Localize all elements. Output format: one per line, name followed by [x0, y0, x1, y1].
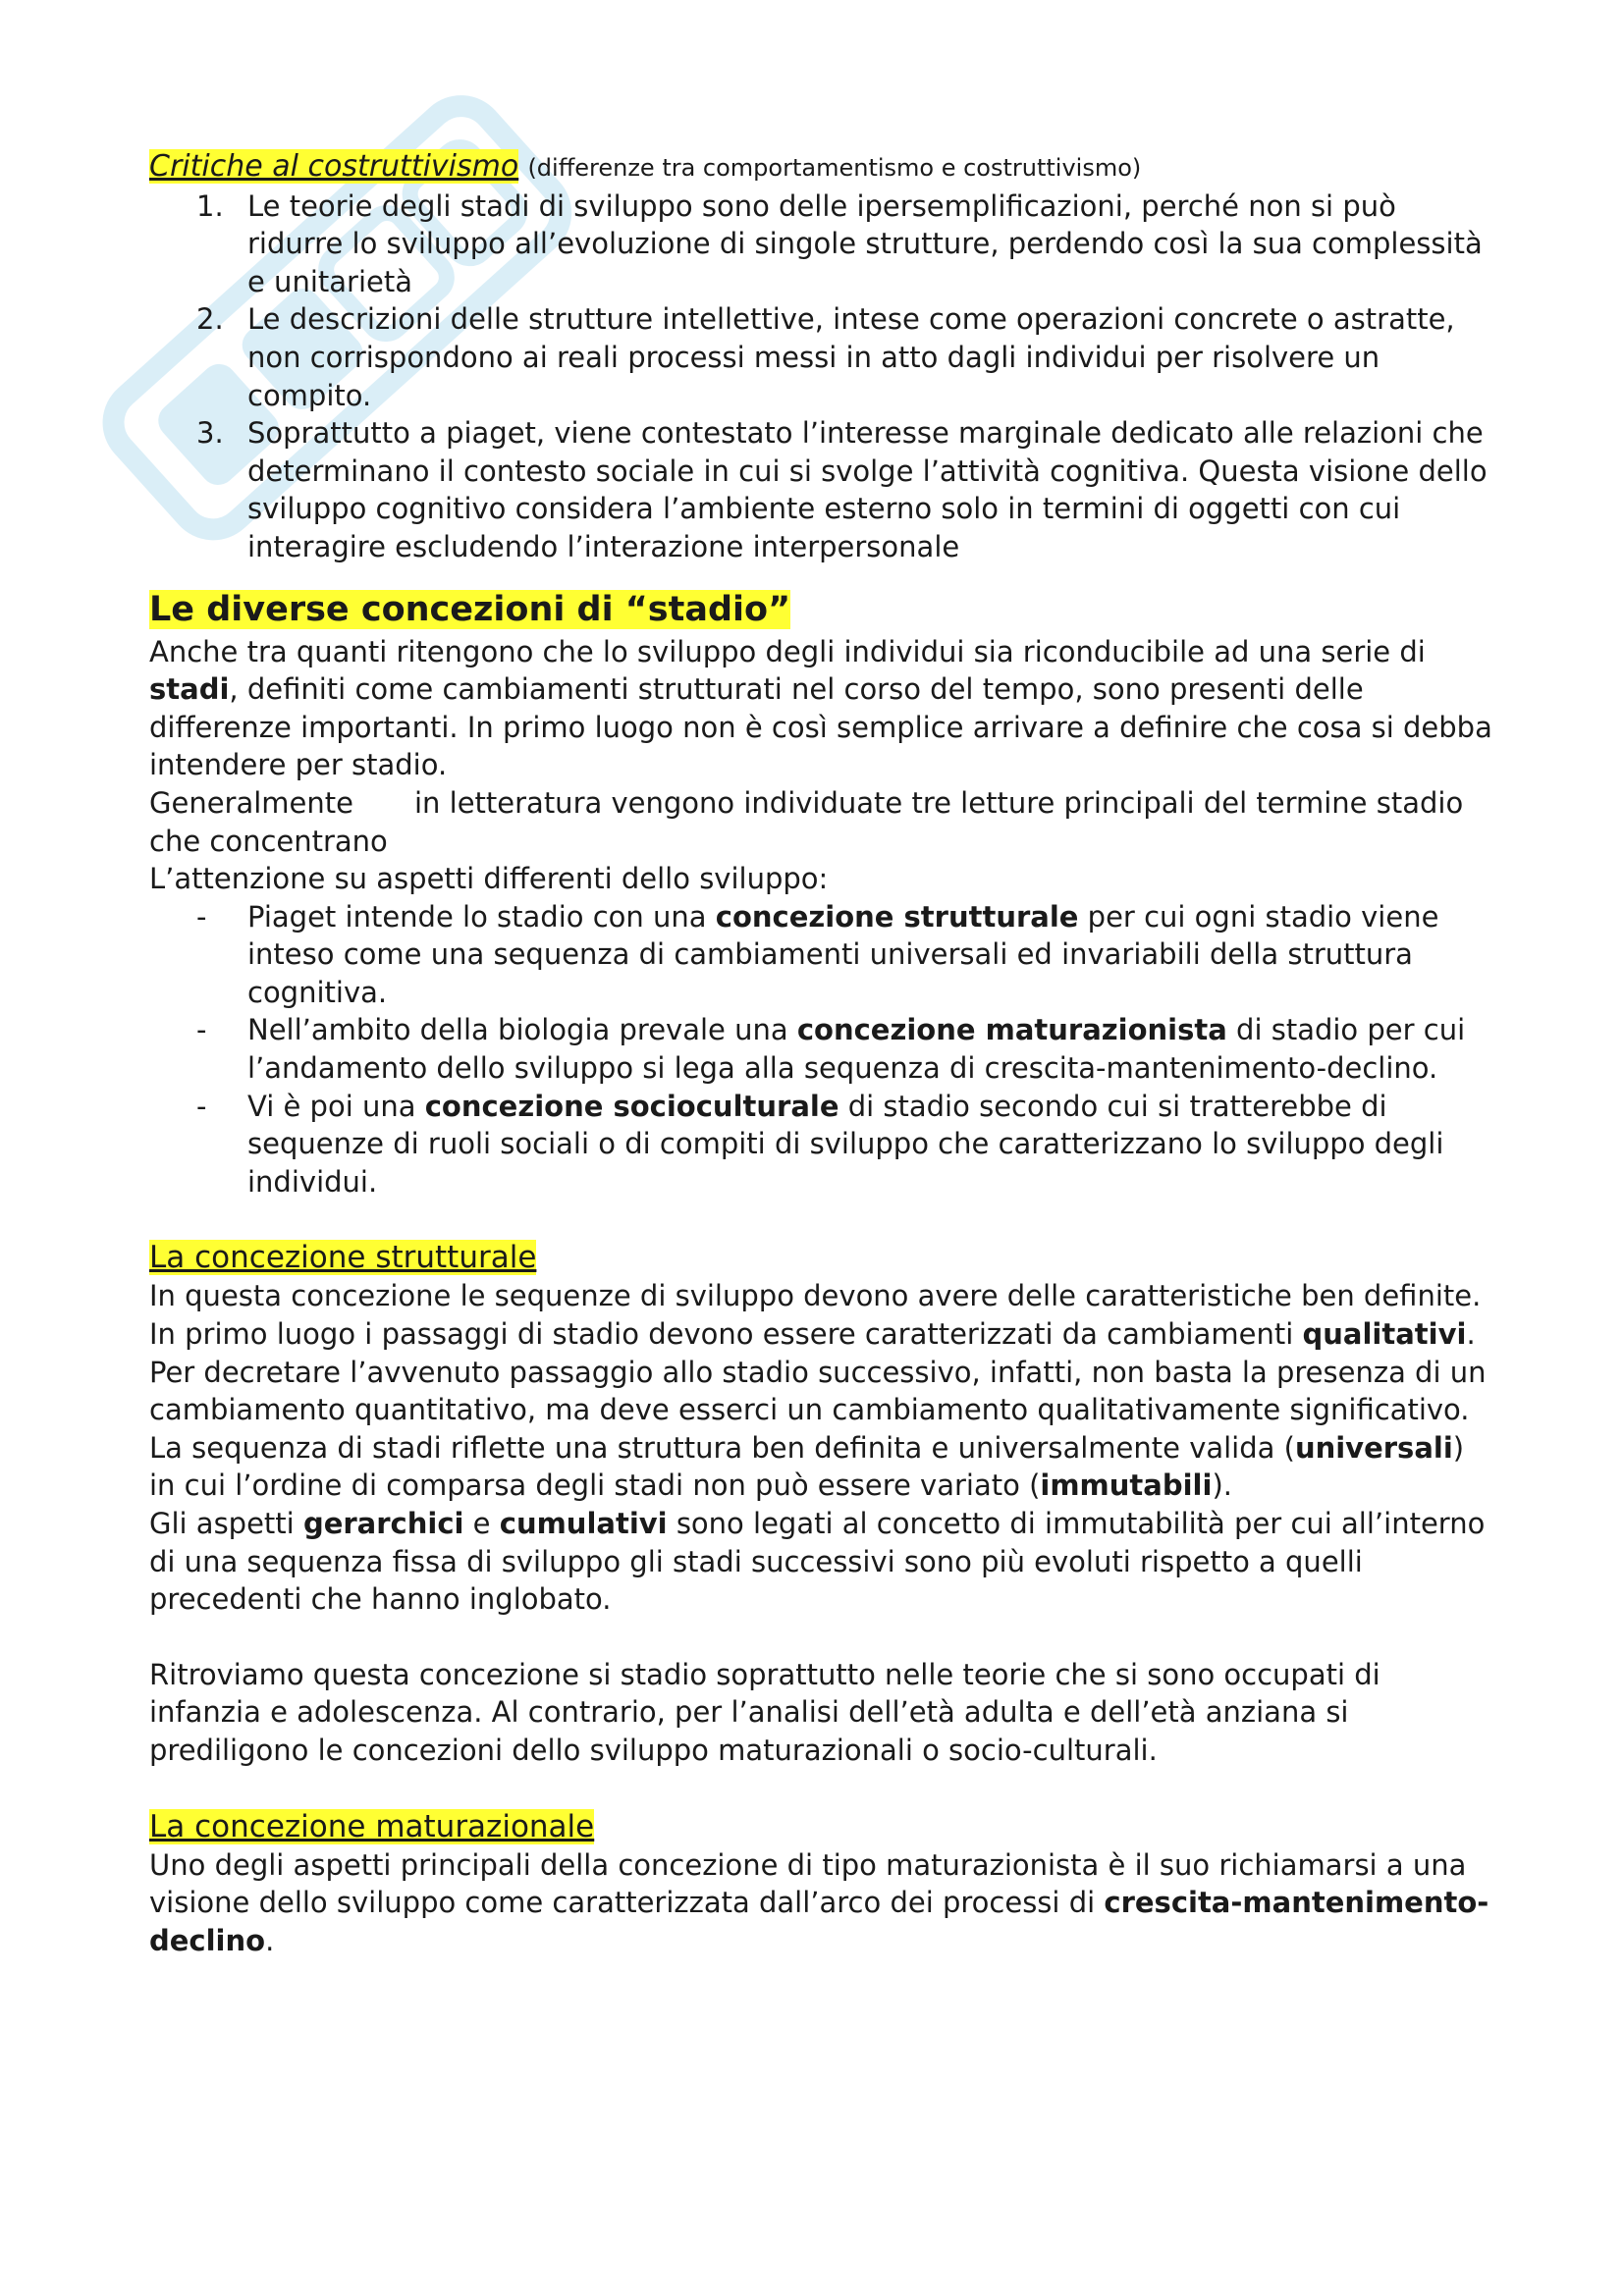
list-item — [149, 898, 1494, 1012]
list-number: 3. — [196, 416, 224, 451]
text-run: Anche tra quanti ritengono che lo sviluppo degli individui sia riconducibile ad una serie di — [149, 634, 1426, 668]
criticism-heading-line — [149, 147, 1494, 187]
text-run: Gli aspetti — [149, 1507, 303, 1540]
spacer — [149, 1770, 1494, 1807]
list-item — [149, 300, 1494, 414]
text-run: per cui ogni stadio viene inteso come una sequenza di cambiamenti universali ed invariabili della struttura cognitiva. — [247, 899, 1439, 1009]
spacer — [149, 1201, 1494, 1238]
text-run: Vi è poi una — [247, 1089, 425, 1123]
list-item — [149, 187, 1494, 301]
text-run: , definiti come cambiamenti strutturati nel corso del tempo, sono presenti delle differenze importanti. In primo luogo non è così semplice arrivare a definire che cosa si debba intendere per stadio. — [149, 672, 1492, 782]
criticism-title: Critiche al costruttivismo — [149, 149, 519, 184]
spacer — [149, 1619, 1494, 1656]
bold-term: concezione maturazionista — [796, 1013, 1227, 1047]
list-number: 2. — [196, 302, 224, 337]
bold-term: crescita-mantenimento-declino — [149, 1886, 1489, 1957]
text-run: Nell’ambito della biologia prevale una — [247, 1013, 797, 1047]
maturational-title: La concezione maturazionale — [149, 1808, 595, 1844]
list-item-text: Le teorie degli stadi di sviluppo sono delle ipersemplificazioni, perché non si può ridurre lo sviluppo all’evoluzione di singole strutture, perdendo così la sua complessità e unitarietà — [247, 188, 1483, 298]
list-item-text: Soprattutto a piaget, viene contestato l’interesse marginale dedicato alle relazioni che determinano il contesto sociale in cui si svolge l’attività cognitiva. Questa visione dello sviluppo cognitivo considera l’ambiente esterno solo in termini di oggetti con cui interagire escludendo l’interazione interpersonale — [247, 416, 1488, 563]
stages-title: Le diverse concezioni di “stadio” — [149, 589, 791, 629]
criticism-list — [149, 187, 1494, 566]
structural-p1: In questa concezione le sequenze di sviluppo devono avere delle caratteristiche ben definite. — [149, 1279, 1482, 1313]
text-run: di stadio per cui l’andamento dello sviluppo si lega alla sequenza di crescita-mantenimento-declino. — [247, 1013, 1466, 1086]
bold-term: concezione socioculturale — [424, 1089, 839, 1123]
stages-heading-line — [149, 586, 1494, 633]
text-run: in letteratura vengono individuate tre letture principali del termine stadio che concentrano — [149, 785, 1464, 858]
bold-term: stadi — [149, 672, 230, 707]
text-run: e — [463, 1507, 500, 1540]
text-run: Uno degli aspetti principali della concezione di tipo maturazionista è il suo richiamarsi a una visione dello sviluppo come caratterizzata dall’arco dei processi di — [149, 1847, 1467, 1920]
list-item — [149, 1011, 1494, 1087]
text-run: La sequenza di stadi riflette una struttura ben definita e universalmente valida ( — [149, 1430, 1295, 1465]
criticism-note: (differenze tra comportamentismo e costruttivismo) — [527, 154, 1142, 182]
bullet-dash: - — [196, 1089, 207, 1123]
text-run: In primo luogo i passaggi di stadio devono essere caratterizzati da cambiamenti — [149, 1317, 1303, 1352]
structural-p5: Ritroviamo questa concezione si stadio soprattutto nelle teorie che si sono occupati di infanzia e adolescenza. Al contrario, per l’analisi dell’età adulta e dell’età anziana si prediligono le concezioni dello sviluppo maturazionali o socio-culturali. — [149, 1657, 1380, 1767]
text-run: ) in cui l’ordine di comparsa degli stadi non può essere variato ( — [149, 1430, 1465, 1503]
structural-p4 — [149, 1505, 1494, 1619]
bullet-dash: - — [196, 1013, 207, 1047]
list-item — [149, 414, 1494, 565]
document-page — [149, 147, 1494, 1959]
bold-term: universali — [1294, 1430, 1453, 1465]
text-run: . — [265, 1923, 275, 1957]
text-run: Generalmente — [149, 785, 353, 820]
bold-term: qualitativi — [1302, 1317, 1467, 1352]
bold-term: concezione strutturale — [715, 899, 1079, 934]
structural-heading-line — [149, 1238, 1494, 1277]
list-item-text: Le descrizioni delle strutture intellettive, intese come operazioni concrete o astratte, non corrispondono ai reali processi messi in atto dagli individui per risolvere un compito. — [247, 302, 1455, 412]
stages-general — [149, 784, 1494, 860]
bold-term: immutabili — [1040, 1468, 1213, 1503]
structural-p2 — [149, 1315, 1494, 1429]
list-number: 1. — [196, 188, 224, 223]
bullet-dash: - — [196, 899, 207, 934]
text-run: ). — [1212, 1468, 1232, 1503]
maturational-heading-line — [149, 1807, 1494, 1846]
text-run: Piaget intende lo stadio con una — [247, 899, 716, 934]
structural-p3 — [149, 1429, 1494, 1505]
text-run: . Per decretare l’avvenuto passaggio allo stadio successivo, infatti, non basta la presenza di un cambiamento quantitativo, ma deve esserci un cambiamento qualitativamente significativo. — [149, 1317, 1487, 1427]
text-run: di stadio secondo cui si tratterebbe di sequenze di ruoli sociali o di compiti di sviluppo che caratterizzano lo sviluppo degli individui. — [247, 1089, 1444, 1199]
structural-title: La concezione strutturale — [149, 1240, 537, 1276]
stages-bullet-list — [149, 898, 1494, 1201]
bold-term: gerarchici — [302, 1507, 464, 1540]
maturational-p1 — [149, 1846, 1494, 1960]
bold-term: cumulativi — [499, 1507, 668, 1540]
stages-intro — [149, 633, 1494, 784]
list-item — [149, 1088, 1494, 1201]
stages-attention: L’attenzione su aspetti differenti dello sviluppo: — [149, 862, 829, 896]
text-run: sono legati al concetto di immutabilità per cui all’interno di una sequenza fissa di sviluppo gli stadi successivi sono più evoluti rispetto a quelli precedenti che hanno inglobato. — [149, 1507, 1486, 1617]
